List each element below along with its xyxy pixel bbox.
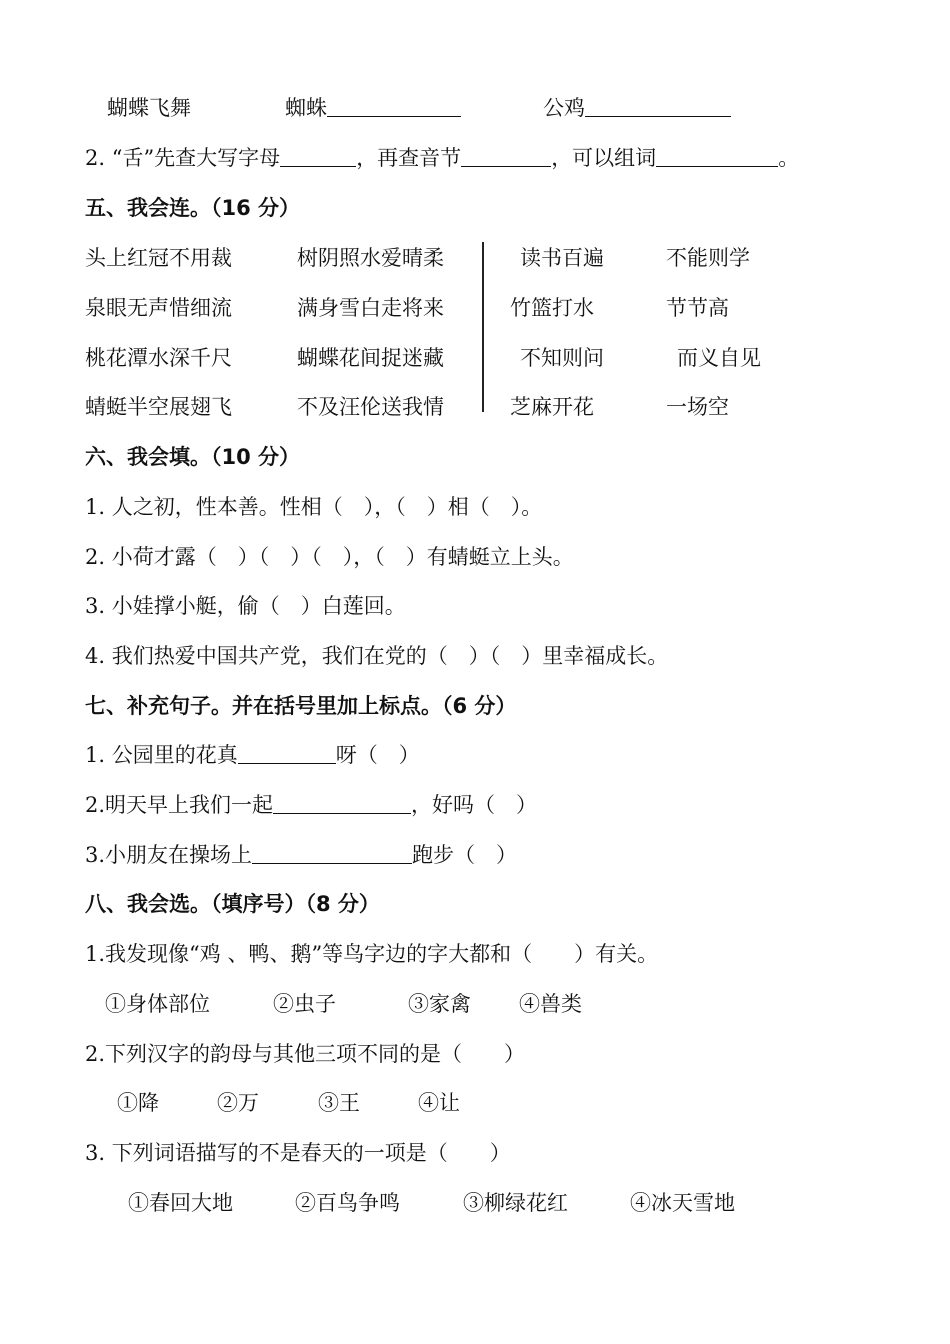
fill-item: 3. 小娃撑小艇，偷（ ）白莲回。	[85, 594, 406, 618]
match-row	[0, 340, 950, 376]
section-7-heading: 七、补充句子。并在括号里加上标点。（6 分）	[85, 694, 517, 718]
word-2-blank[interactable]	[327, 92, 461, 117]
section-5-heading: 五、我会连。（16 分）	[85, 196, 301, 220]
dictionary-question	[0, 140, 950, 176]
match-item[interactable]: 而义自见	[677, 346, 761, 370]
word-3-blank[interactable]	[585, 92, 731, 117]
match-row	[0, 389, 950, 425]
match-item[interactable]: 树阴照水爱晴柔	[297, 246, 444, 270]
choice-option[interactable]: ③家禽	[408, 992, 471, 1016]
word-2: 蜘蛛	[285, 90, 461, 126]
match-item[interactable]: 满身雪白走将来	[297, 296, 444, 320]
match-item[interactable]: 头上红冠不用裁	[85, 246, 232, 270]
choice-option[interactable]: ④冰天雪地	[630, 1191, 735, 1215]
match-item[interactable]: 不知则问	[520, 346, 604, 370]
fill-item: 1. 人之初，性本善。性相（ ），（ ）相（ ）。	[85, 495, 543, 519]
choice-option[interactable]: ②百鸟争鸣	[295, 1191, 400, 1215]
match-item[interactable]: 泉眼无声惜细流	[85, 296, 232, 320]
fill-item: 2. 小荷才露（ ）（ ）（ ），（ ）有蜻蜓立上头。	[85, 545, 574, 569]
word-3: 公鸡	[543, 90, 731, 126]
choice-options	[0, 1085, 950, 1121]
match-item[interactable]: 桃花潭水深千尺	[85, 346, 232, 370]
match-item[interactable]: 不及汪伦送我情	[297, 395, 444, 419]
choice-option[interactable]: ③王	[318, 1091, 360, 1115]
section-6-heading: 六、我会填。（10 分）	[85, 445, 301, 469]
match-item[interactable]: 蝴蝶花间捉迷藏	[297, 346, 444, 370]
sentence-item: 2.明天早上我们一起 ，好吗（ ）	[0, 787, 950, 823]
choice-option[interactable]: ④兽类	[519, 992, 582, 1016]
choice-question: 2.下列汉字的韵母与其他三项不同的是（ ）	[85, 1042, 526, 1066]
choice-option[interactable]: ①身体部位	[105, 992, 210, 1016]
section-8-heading: 八、我会选。（填序号）（8 分）	[85, 892, 380, 916]
choice-options	[0, 1185, 950, 1221]
word-row	[0, 90, 950, 126]
choice-option[interactable]: ①降	[117, 1091, 159, 1115]
match-item[interactable]: 芝麻开花	[510, 395, 594, 419]
word-group-blank[interactable]	[656, 142, 778, 167]
word-1: 蝴蝶飞舞	[107, 96, 191, 120]
sentence-blank[interactable]	[238, 739, 336, 764]
choice-option[interactable]: ①春回大地	[128, 1191, 233, 1215]
match-item[interactable]: 竹篮打水	[510, 296, 594, 320]
sentence-item: 1. 公园里的花真 呀（ ）	[0, 737, 950, 773]
match-item[interactable]: 不能则学	[666, 246, 750, 270]
choice-option[interactable]: ②虫子	[273, 992, 336, 1016]
sentence-item: 3.小朋友在操场上 跑步（ ）	[0, 837, 950, 873]
fill-item: 4. 我们热爱中国共产党，我们在党的（ ）（ ）里幸福成长。	[85, 644, 669, 668]
choice-option[interactable]: ④让	[418, 1091, 460, 1115]
match-item[interactable]: 节节高	[666, 296, 729, 320]
choice-options	[0, 986, 950, 1022]
match-row	[0, 290, 950, 326]
choice-option[interactable]: ③柳绿花红	[463, 1191, 568, 1215]
capital-letter-blank[interactable]	[280, 142, 356, 167]
match-item[interactable]: 读书百遍	[520, 246, 604, 270]
column-divider	[482, 242, 484, 412]
syllable-blank[interactable]	[461, 142, 551, 167]
dictionary-question-text: 2. “舌”先查大写字母 ，再查音节 ，可以组词 。	[85, 140, 799, 176]
match-item[interactable]: 蜻蜓半空展翅飞	[85, 395, 232, 419]
choice-question: 3. 下列词语描写的不是春天的一项是（ ）	[85, 1141, 511, 1165]
choice-question: 1.我发现像“鸡 、鸭、鹅”等鸟字边的字大都和（ ）有关。	[85, 942, 659, 966]
match-item[interactable]: 一场空	[666, 395, 729, 419]
sentence-blank[interactable]	[273, 789, 411, 814]
choice-option[interactable]: ②万	[217, 1091, 259, 1115]
sentence-blank[interactable]	[252, 839, 412, 864]
match-row	[0, 240, 950, 276]
